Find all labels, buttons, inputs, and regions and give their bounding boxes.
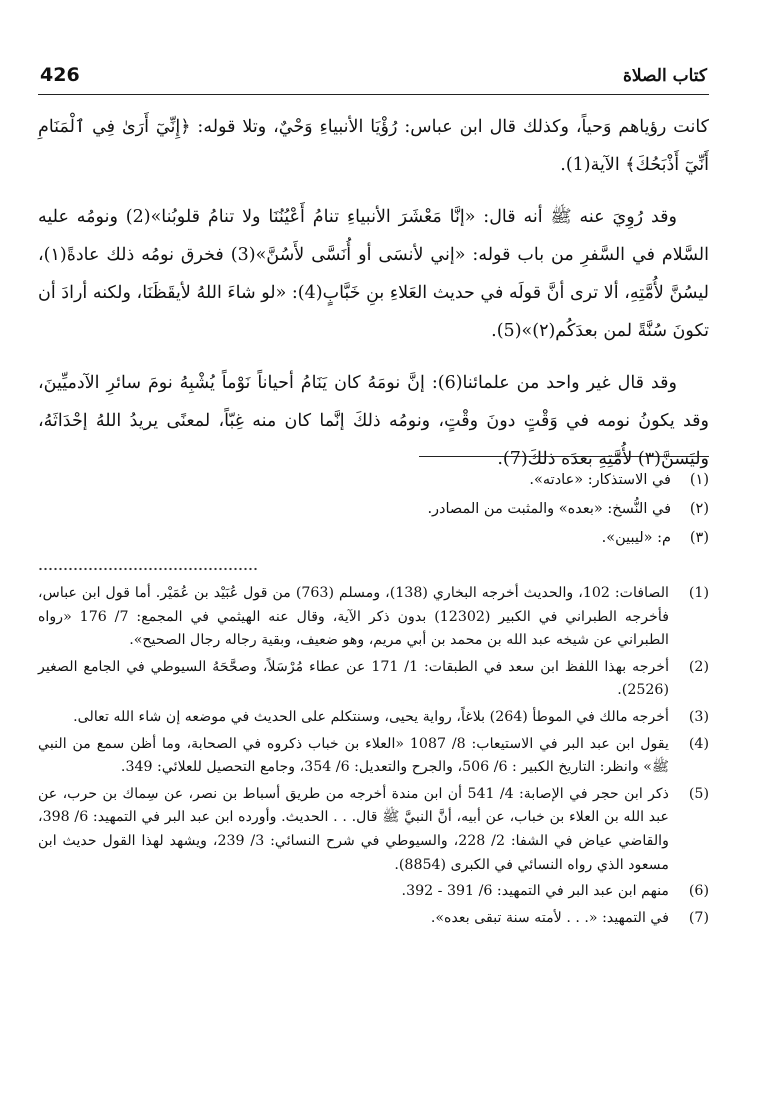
note-text: م: «ليبين». — [601, 530, 671, 546]
footnote — [38, 706, 709, 730]
variant-notes — [38, 466, 709, 553]
footnote-number: (7) — [688, 909, 709, 926]
footnote-text: أخرجه بهذا اللفظ ابن سعد في الطبقات: 1/ 171 عن عطاء مُرْسَلاً، وصحَّحَهُ السيوطي في الجامع الصغير (2526). — [38, 658, 670, 699]
footnote — [38, 656, 709, 703]
paragraph: وقد قال غير واحد من علمائنا(6): إنَّ نومَهُ كان يَنَامُ أحياناً نَوْماً يُشْبِهُ نومَ سائرِ الآدميِّينَ، وقد يكونُ نومه في وَقْتٍ دونَ وقْتٍ، ونومُه ذلكَ إنَّما كان منه غِبّاً، لمعنًى يريدُ اللهُ إحْدَاثَهُ، وليَسنَّ(٣) لأُمَّتِهِ بعدَه ذلكَ(7). — [38, 373, 709, 469]
footnote-number: (2) — [688, 658, 709, 675]
footnote-text: منهم ابن عبد البر في التمهيد: 6/ 391 - 392. — [401, 883, 669, 900]
footnote-number: (3) — [688, 708, 709, 725]
note-text: في الاستذكار: «عادته». — [529, 472, 671, 488]
footnote-text: يقول ابن عبد البر في الاستيعاب: 8/ 1087 «العلاء بن خباب ذكروه في الصحابة، وما أظن سمع من النبي ﷺ» وانظر: التاريخ الكبير : 6/ 506، والجرح والتعديل: 6/ 354، وجامع التحصيل للعلائي: 349. — [38, 735, 669, 776]
note-text: في النُّسخ: «بعده» والمثبت من المصادر. — [427, 501, 671, 517]
note-number: (١) — [689, 472, 709, 488]
running-header — [38, 62, 709, 95]
main-text — [38, 108, 709, 492]
footnote-divider — [419, 456, 709, 457]
footnote — [38, 783, 709, 877]
variant-note — [38, 495, 709, 524]
paragraph: وقد رُوِيَ عنه ﷺ أنه قال: «إنَّا مَعْشَرَ الأنبياءِ تنامُ أَعْيُنُنَا ولا تنامُ قلوبُنا»(2) ونومُه عليه السَّلام في السَّفرِ من باب قوله: «إني لأنسَى أو أُنَسَّى لأَسُنَّ»(3) فخرق نومُه ذلك عادةً(١)، ليسُنَّ لأُمَّتِهِ، ألا ترى أنَّ قولَه في حديث العَلاءِ بنِ خَبَّابٍ(4): «لو شاءَ اللهُ لأيقَظَنَا، ولكنه أرادَ أن تكونَ سُنَّةً لمن بعدَكُم(٢)»(5). — [38, 207, 710, 341]
footnote — [38, 907, 709, 931]
variant-note — [38, 466, 709, 495]
chapter-title: كتاب الصلاة — [622, 66, 707, 86]
page — [38, 0, 709, 1103]
footnote-text: الصافات: 102، والحديث أخرجه البخاري (138)، ومسلم (763) من قول عُبَيْد بن عُمَيْر. أما قول ابن عباس، فأخرجه الطبراني في الكبير (12302) بدون ذكر الآية، وقال عنه الهيثمي في المجمع: 7/ 176 «رواه الطبراني عن شيخه عبد الله بن محمد بن أبي مريم، وهو ضعيف، وبقية رجاله رجال الصحيح». — [38, 585, 669, 649]
footnote-number: (5) — [688, 785, 709, 802]
source-footnotes — [38, 582, 709, 933]
footnote-text: أخرجه مالك في الموطأ (264) بلاغاً، رواية يحيى، وسنتكلم على الحديث في موضعه إن شاء الله تعالى. — [73, 708, 669, 725]
dotted-divider — [38, 566, 258, 572]
footnote — [38, 733, 709, 780]
footnote-number: (4) — [688, 735, 709, 752]
footnote-text: ذكر ابن حجر في الإصابة: 4/ 541 أن ابن مندة أخرجه من طريق أسباط بن نصر، عن سِماك بن حرب، عن عبد الله بن العلاء بن خباب، عن أبيه، أنَّ النبيَّ ﷺ قال. . . الحديث. وأورده ابن عبد البر في التمهيد: 6/ 398، والقاضي عياض في الشفا: 2/ 228، والسيوطي في شرح النسائي: 3/ 239، ويشهد لهذا القول حديث ابن مسعود الذي رواه النسائي في الكبرى (8854). — [38, 785, 669, 873]
footnote — [38, 880, 709, 904]
paragraph: كانت رؤياهم وَحياً، وكذلك قال ابن عباس: رُؤْيَا الأنبياءِ وَحْيٌ، وتلا قوله: ﴿إِنِّيٓ أَرَىٰ فِي ٱلْمَنَامِ أَنِّيٓ أَذْبَحُكَ﴾ الآية(1). — [38, 117, 709, 175]
footnote-text: في التمهيد: «. . . لأمته سنة تبقى بعده». — [430, 909, 669, 926]
page-number: 426 — [40, 64, 80, 86]
variant-note — [38, 524, 709, 553]
footnote-number: (6) — [688, 883, 709, 900]
footnote-number: (1) — [688, 585, 709, 601]
footnote — [38, 582, 709, 653]
note-number: (٢) — [689, 501, 709, 517]
note-number: (٣) — [689, 530, 709, 546]
